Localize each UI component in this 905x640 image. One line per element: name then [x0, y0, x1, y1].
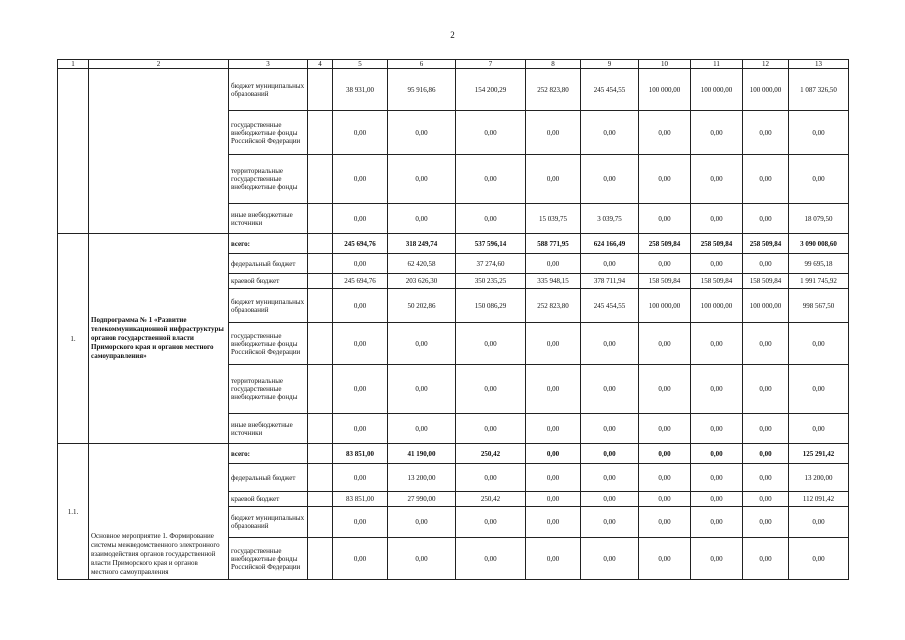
- program-title: Основное мероприятие 1. Формирование системы межведомственного электронного взаимодействия органов государственной власти Приморского края и органов местного самоуправления: [89, 444, 229, 580]
- amount-cell: 0,00: [388, 414, 456, 444]
- amount-cell: 95 916,86: [388, 69, 456, 111]
- amount-cell: 0,00: [743, 538, 789, 580]
- amount-cell: 0,00: [333, 111, 388, 155]
- program-title: Подпрограмма № 1 «Развитие телекоммуникационной инфраструктуры органов государственной власти Приморского края и органов местного самоуправления»: [89, 234, 229, 444]
- amount-cell: 83 851,00: [333, 444, 388, 464]
- amount-cell: 0,00: [526, 464, 581, 492]
- funding-source: федеральный бюджет: [229, 254, 308, 274]
- amount-cell: 998 567,50: [789, 289, 849, 323]
- amount-cell: 0,00: [456, 464, 526, 492]
- amount-cell: 0,00: [456, 538, 526, 580]
- amount-cell: 100 000,00: [743, 69, 789, 111]
- funding-source: бюджет муниципальных образований: [229, 69, 308, 111]
- amount-cell: 0,00: [581, 111, 639, 155]
- amount-cell: 0,00: [333, 507, 388, 538]
- amount-cell: 258 509,84: [743, 234, 789, 254]
- amount-cell: 0,00: [526, 323, 581, 365]
- amount-cell: 150 086,29: [456, 289, 526, 323]
- amount-cell: 3 090 008,60: [789, 234, 849, 254]
- amount-cell: 0,00: [581, 155, 639, 204]
- amount-cell: 37 274,60: [456, 254, 526, 274]
- amount-cell: 0,00: [388, 507, 456, 538]
- amount-cell: 0,00: [456, 111, 526, 155]
- funding-source: всего:: [229, 234, 308, 254]
- amount-cell: 0,00: [743, 155, 789, 204]
- column-number: 13: [789, 60, 849, 69]
- amount-cell: 350 235,25: [456, 274, 526, 289]
- column-number: 10: [639, 60, 691, 69]
- amount-cell: 0,00: [789, 323, 849, 365]
- amount-cell: 100 000,00: [691, 69, 743, 111]
- amount-cell: 537 596,14: [456, 234, 526, 254]
- amount-cell: 158 509,84: [691, 274, 743, 289]
- empty-cell: [308, 111, 333, 155]
- empty-cell: [308, 234, 333, 254]
- row-index: [58, 69, 89, 234]
- amount-cell: 0,00: [691, 492, 743, 507]
- amount-cell: 252 823,80: [526, 69, 581, 111]
- amount-cell: 378 711,94: [581, 274, 639, 289]
- budget-table: [57, 59, 849, 580]
- amount-cell: 15 039,75: [526, 204, 581, 234]
- amount-cell: 0,00: [743, 204, 789, 234]
- amount-cell: 0,00: [388, 155, 456, 204]
- amount-cell: 0,00: [581, 464, 639, 492]
- amount-cell: 41 190,00: [388, 444, 456, 464]
- amount-cell: 0,00: [388, 204, 456, 234]
- amount-cell: 318 249,74: [388, 234, 456, 254]
- column-number: 9: [581, 60, 639, 69]
- amount-cell: 13 200,00: [388, 464, 456, 492]
- amount-cell: 154 200,29: [456, 69, 526, 111]
- amount-cell: 0,00: [526, 414, 581, 444]
- amount-cell: 0,00: [388, 365, 456, 414]
- funding-source: иные внебюджетные источники: [229, 204, 308, 234]
- amount-cell: 0,00: [333, 538, 388, 580]
- funding-source: краевой бюджет: [229, 274, 308, 289]
- amount-cell: 0,00: [526, 492, 581, 507]
- empty-cell: [308, 414, 333, 444]
- amount-cell: 250,42: [456, 444, 526, 464]
- amount-cell: 0,00: [581, 323, 639, 365]
- amount-cell: 0,00: [691, 204, 743, 234]
- amount-cell: 0,00: [526, 111, 581, 155]
- amount-cell: 38 931,00: [333, 69, 388, 111]
- empty-cell: [308, 464, 333, 492]
- amount-cell: 125 291,42: [789, 444, 849, 464]
- amount-cell: 100 000,00: [639, 289, 691, 323]
- amount-cell: 112 091,42: [789, 492, 849, 507]
- amount-cell: 0,00: [743, 365, 789, 414]
- amount-cell: 0,00: [639, 507, 691, 538]
- column-number: 7: [456, 60, 526, 69]
- column-number: 11: [691, 60, 743, 69]
- amount-cell: 158 509,84: [639, 274, 691, 289]
- amount-cell: 0,00: [333, 414, 388, 444]
- amount-cell: 100 000,00: [691, 289, 743, 323]
- amount-cell: 0,00: [691, 414, 743, 444]
- amount-cell: 0,00: [743, 414, 789, 444]
- empty-cell: [308, 274, 333, 289]
- amount-cell: 0,00: [456, 365, 526, 414]
- amount-cell: 0,00: [691, 155, 743, 204]
- amount-cell: 0,00: [333, 204, 388, 234]
- amount-cell: 0,00: [639, 538, 691, 580]
- amount-cell: 0,00: [639, 365, 691, 414]
- amount-cell: 588 771,95: [526, 234, 581, 254]
- funding-source: всего:: [229, 444, 308, 464]
- amount-cell: 0,00: [639, 111, 691, 155]
- empty-cell: [308, 507, 333, 538]
- amount-cell: 250,42: [456, 492, 526, 507]
- amount-cell: 0,00: [691, 111, 743, 155]
- funding-source: государственные внебюджетные фонды Российской Федерации: [229, 111, 308, 155]
- amount-cell: 18 079,50: [789, 204, 849, 234]
- amount-cell: 100 000,00: [639, 69, 691, 111]
- amount-cell: 1 087 326,50: [789, 69, 849, 111]
- amount-cell: 0,00: [456, 155, 526, 204]
- amount-cell: 258 509,84: [691, 234, 743, 254]
- amount-cell: 0,00: [581, 365, 639, 414]
- amount-cell: 0,00: [639, 155, 691, 204]
- amount-cell: 0,00: [581, 507, 639, 538]
- funding-source: территориальные государственные внебюджетные фонды: [229, 155, 308, 204]
- amount-cell: 203 626,30: [388, 274, 456, 289]
- amount-cell: 0,00: [333, 323, 388, 365]
- amount-cell: 0,00: [526, 507, 581, 538]
- amount-cell: 0,00: [333, 365, 388, 414]
- column-number: 5: [333, 60, 388, 69]
- column-number: 1: [58, 60, 89, 69]
- amount-cell: 245 694,76: [333, 274, 388, 289]
- empty-cell: [308, 323, 333, 365]
- amount-cell: 0,00: [456, 204, 526, 234]
- funding-source: бюджет муниципальных образований: [229, 289, 308, 323]
- empty-cell: [308, 444, 333, 464]
- row-index: 1.: [58, 234, 89, 444]
- amount-cell: 0,00: [743, 111, 789, 155]
- amount-cell: 624 166,49: [581, 234, 639, 254]
- amount-cell: 0,00: [526, 155, 581, 204]
- amount-cell: 0,00: [639, 254, 691, 274]
- amount-cell: 0,00: [743, 464, 789, 492]
- column-number: 6: [388, 60, 456, 69]
- amount-cell: 83 851,00: [333, 492, 388, 507]
- amount-cell: 0,00: [333, 254, 388, 274]
- funding-source: краевой бюджет: [229, 492, 308, 507]
- amount-cell: 158 509,84: [743, 274, 789, 289]
- row-index: 1.1.: [58, 444, 89, 580]
- amount-cell: 0,00: [526, 254, 581, 274]
- funding-source: иные внебюджетные источники: [229, 414, 308, 444]
- amount-cell: 0,00: [743, 254, 789, 274]
- amount-cell: 0,00: [743, 492, 789, 507]
- amount-cell: 258 509,84: [639, 234, 691, 254]
- amount-cell: 0,00: [526, 444, 581, 464]
- column-number: 2: [89, 60, 229, 69]
- amount-cell: 0,00: [456, 323, 526, 365]
- amount-cell: 0,00: [581, 444, 639, 464]
- amount-cell: 0,00: [691, 365, 743, 414]
- amount-cell: 0,00: [743, 444, 789, 464]
- amount-cell: 0,00: [789, 155, 849, 204]
- amount-cell: 0,00: [743, 323, 789, 365]
- amount-cell: 0,00: [639, 414, 691, 444]
- amount-cell: 0,00: [789, 507, 849, 538]
- amount-cell: 13 200,00: [789, 464, 849, 492]
- amount-cell: 0,00: [581, 538, 639, 580]
- amount-cell: 0,00: [526, 365, 581, 414]
- column-number-row: [58, 60, 849, 69]
- amount-cell: 0,00: [581, 414, 639, 444]
- table-row: [58, 234, 849, 254]
- funding-source: бюджет муниципальных образований: [229, 507, 308, 538]
- program-title: [89, 69, 229, 234]
- amount-cell: 0,00: [581, 492, 639, 507]
- amount-cell: 62 420,58: [388, 254, 456, 274]
- table-row: [58, 444, 849, 464]
- amount-cell: 0,00: [456, 414, 526, 444]
- amount-cell: 50 202,86: [388, 289, 456, 323]
- empty-cell: [308, 289, 333, 323]
- amount-cell: 0,00: [388, 538, 456, 580]
- amount-cell: 0,00: [789, 111, 849, 155]
- funding-source: государственные внебюджетные фонды Российской Федерации: [229, 323, 308, 365]
- amount-cell: 0,00: [333, 289, 388, 323]
- amount-cell: 0,00: [456, 507, 526, 538]
- amount-cell: 0,00: [691, 323, 743, 365]
- amount-cell: 27 990,00: [388, 492, 456, 507]
- amount-cell: 0,00: [691, 464, 743, 492]
- amount-cell: 0,00: [789, 365, 849, 414]
- amount-cell: 335 948,15: [526, 274, 581, 289]
- funding-source: федеральный бюджет: [229, 464, 308, 492]
- column-number: 4: [308, 60, 333, 69]
- empty-cell: [308, 204, 333, 234]
- amount-cell: 0,00: [639, 492, 691, 507]
- amount-cell: 0,00: [789, 414, 849, 444]
- amount-cell: 0,00: [333, 464, 388, 492]
- funding-source: территориальные государственные внебюджетные фонды: [229, 365, 308, 414]
- amount-cell: 0,00: [639, 464, 691, 492]
- amount-cell: 0,00: [639, 204, 691, 234]
- empty-cell: [308, 69, 333, 111]
- column-number: 3: [229, 60, 308, 69]
- empty-cell: [308, 155, 333, 204]
- table-row: [58, 69, 849, 111]
- amount-cell: 0,00: [388, 323, 456, 365]
- amount-cell: 245 454,55: [581, 289, 639, 323]
- amount-cell: 0,00: [691, 444, 743, 464]
- amount-cell: 0,00: [526, 538, 581, 580]
- amount-cell: 0,00: [333, 155, 388, 204]
- empty-cell: [308, 492, 333, 507]
- amount-cell: 0,00: [691, 254, 743, 274]
- empty-cell: [308, 538, 333, 580]
- amount-cell: 0,00: [789, 538, 849, 580]
- amount-cell: 245 694,76: [333, 234, 388, 254]
- amount-cell: 99 695,18: [789, 254, 849, 274]
- amount-cell: 0,00: [691, 538, 743, 580]
- page-number: 2: [450, 30, 455, 40]
- amount-cell: 100 000,00: [743, 289, 789, 323]
- amount-cell: 252 823,80: [526, 289, 581, 323]
- empty-cell: [308, 254, 333, 274]
- funding-source: государственные внебюджетные фонды Российской Федерации: [229, 538, 308, 580]
- column-number: 12: [743, 60, 789, 69]
- column-number: 8: [526, 60, 581, 69]
- amount-cell: 0,00: [743, 507, 789, 538]
- amount-cell: 0,00: [388, 111, 456, 155]
- amount-cell: 1 991 745,92: [789, 274, 849, 289]
- amount-cell: 0,00: [639, 444, 691, 464]
- amount-cell: 3 039,75: [581, 204, 639, 234]
- amount-cell: 0,00: [581, 254, 639, 274]
- amount-cell: 0,00: [639, 323, 691, 365]
- empty-cell: [308, 365, 333, 414]
- amount-cell: 0,00: [691, 507, 743, 538]
- amount-cell: 245 454,55: [581, 69, 639, 111]
